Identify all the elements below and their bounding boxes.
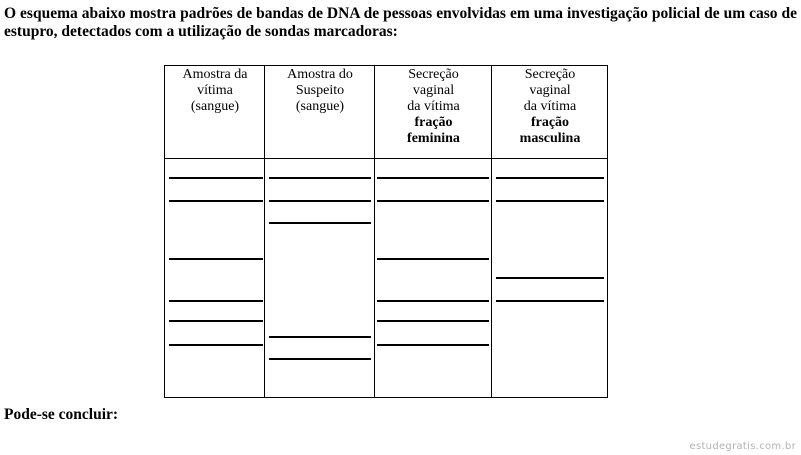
header-line: (sangue) bbox=[295, 99, 345, 114]
column-header-suspect-blood bbox=[265, 67, 375, 115]
header-line: da vítima bbox=[407, 99, 460, 114]
dna-band bbox=[269, 177, 371, 179]
dna-band bbox=[169, 320, 263, 322]
header-line: da vítima bbox=[523, 99, 577, 114]
header-line-bold: fração bbox=[414, 115, 453, 130]
dna-band bbox=[377, 177, 489, 179]
header-line: Amostra da bbox=[182, 67, 248, 82]
dna-band bbox=[377, 200, 489, 202]
column-divider bbox=[264, 66, 265, 397]
question-intro: O esquema abaixo mostra padrões de bandas de DNA de pessoas envolvidas em uma investigação policial de um caso de estupro, detectados com a utilização de sondas marcadoras: bbox=[4, 5, 797, 40]
column-header-vaginal-female-fraction bbox=[375, 67, 492, 147]
header-line-bold: feminina bbox=[407, 131, 460, 146]
dna-band bbox=[496, 177, 604, 179]
dna-band bbox=[496, 277, 604, 279]
question-prompt: Pode-se concluir: bbox=[4, 406, 119, 423]
header-line: vítima bbox=[197, 83, 233, 98]
header-line: Suspeito bbox=[295, 83, 345, 98]
column-header-vaginal-male-fraction bbox=[492, 67, 608, 147]
dna-band bbox=[169, 177, 263, 179]
header-line-bold: masculina bbox=[519, 131, 581, 146]
dna-band bbox=[496, 200, 604, 202]
dna-band bbox=[377, 300, 489, 302]
dna-band bbox=[269, 358, 371, 360]
dna-band-table bbox=[164, 65, 608, 398]
dna-band bbox=[496, 300, 604, 302]
header-line: Secreção bbox=[524, 67, 576, 82]
dna-band bbox=[169, 258, 263, 260]
dna-band bbox=[269, 222, 371, 224]
header-line: vaginal bbox=[529, 83, 571, 98]
dna-band bbox=[269, 336, 371, 338]
dna-band bbox=[269, 200, 371, 202]
watermark: estudegratis.com.br bbox=[689, 441, 796, 452]
dna-band bbox=[377, 258, 489, 260]
dna-band bbox=[377, 320, 489, 322]
header-line: Secreção bbox=[408, 67, 459, 82]
header-line: Amostra do bbox=[287, 67, 353, 82]
header-divider bbox=[165, 158, 607, 159]
header-line: vaginal bbox=[412, 83, 455, 98]
header-line: (sangue) bbox=[190, 99, 240, 114]
dna-band bbox=[377, 344, 489, 346]
header-line-bold: fração bbox=[530, 115, 570, 130]
dna-band bbox=[169, 300, 263, 302]
column-header-victim-blood bbox=[165, 67, 265, 115]
dna-band bbox=[169, 200, 263, 202]
dna-band bbox=[169, 344, 263, 346]
